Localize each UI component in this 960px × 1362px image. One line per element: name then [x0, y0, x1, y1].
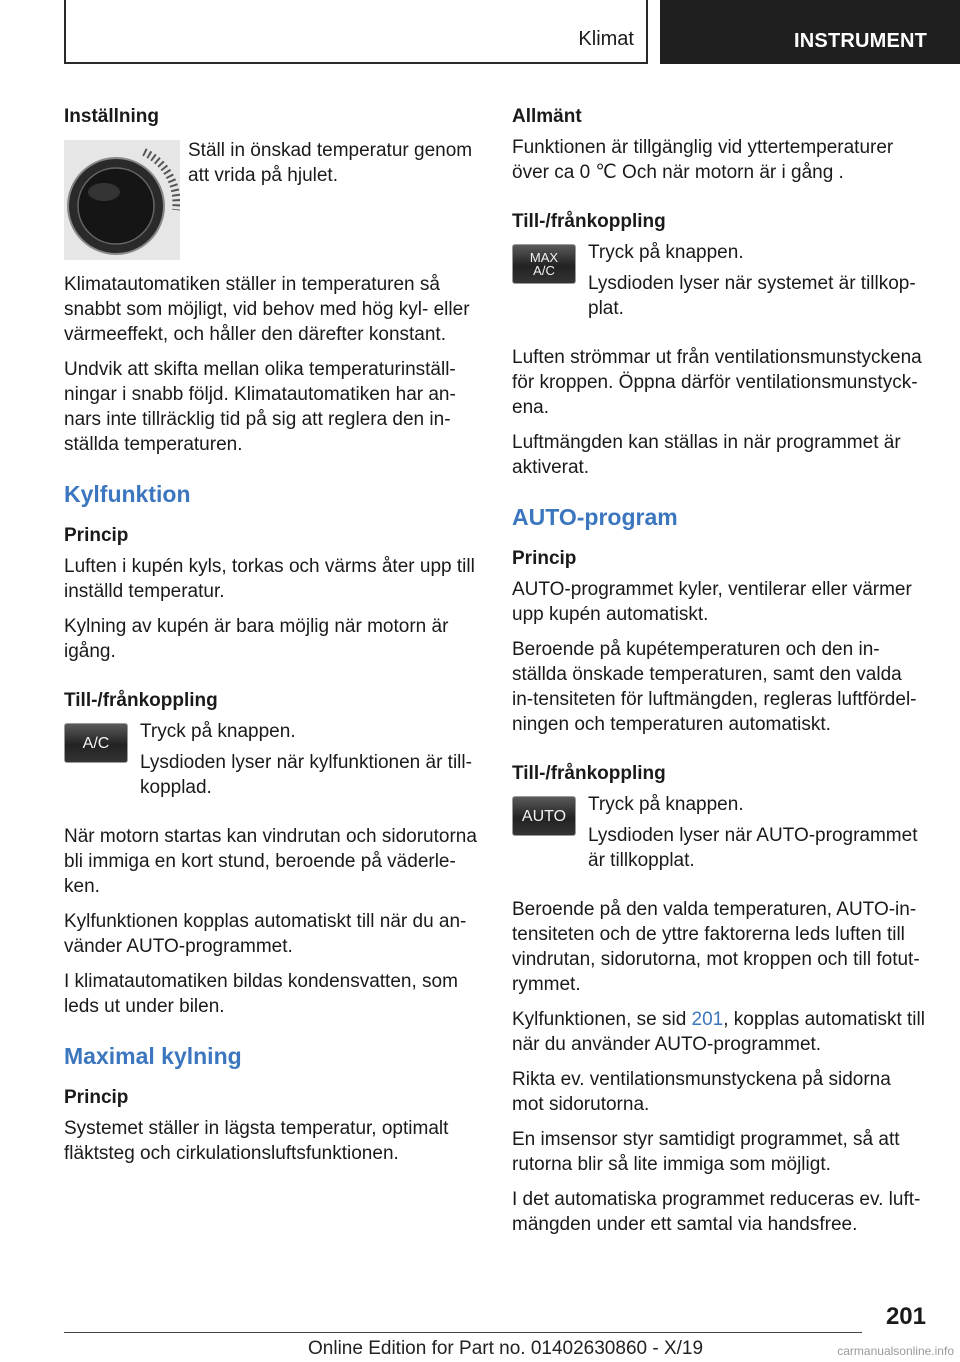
header-section-title: Klimat [578, 28, 634, 50]
heading-till-franskoppling: Till-/frånkoppling [64, 690, 218, 711]
heading-princip: Princip [512, 548, 577, 569]
page-reference-link[interactable]: 201 [691, 1009, 724, 1030]
temperature-wheel-image [64, 140, 180, 260]
paragraph: I det automatiska programmet reduceras ev. luft-mängden under ett samtal via handsfree. [512, 1189, 921, 1235]
paragraph: Beroende på kupétemperaturen och den in-ställda önskade temperaturen, samt den valda in-tensiteten för luftmängden, regleras luftfördel-ningen och temperaturen automatiskt. [512, 639, 917, 735]
paragraph: Kylning av kupén är bara möjlig när motorn är igång. [64, 616, 449, 662]
right-column [512, 104, 926, 1247]
temperature-wheel-icon [64, 140, 180, 260]
paragraph: Undvik att skifta mellan olika temperaturinställ-ningar i snabb följd. Klimatautomatiken har an-nars inte tillräcklig tid på sig att reglera den in-ställda temperaturen. [64, 359, 456, 455]
max-ac-button-icon [512, 244, 576, 284]
left-column [64, 104, 478, 1176]
text-part: Kylfunktionen, se sid [512, 1009, 692, 1030]
heading-kylfunktion: Kylfunktion [64, 481, 191, 507]
instruction-text: Tryck på knappen. [140, 721, 296, 742]
paragraph: Funktionen är tillgänglig vid yttertemperaturer över ca 0 ℃ Och när motorn är i gång . [512, 137, 894, 183]
heading-maximal-kylning: Maximal kylning [64, 1043, 242, 1069]
max-ac-label-bottom: A/C [533, 263, 555, 278]
instruction-text: Tryck på knappen. [588, 794, 744, 815]
paragraph: Luften strömmar ut från ventilationsmunstyckena för kroppen. Öppna därför ventilationsmunstyck-ena. [512, 347, 922, 418]
paragraph: När motorn startas kan vindrutan och sidorutorna bli immiga en kort stund, beroende på väderle-ken. [64, 826, 477, 897]
page-number: 201 [885, 1303, 926, 1330]
max-ac-button-row [512, 240, 926, 321]
paragraph: Luften i kupén kyls, torkas och värms åter upp till inställd temperatur. [64, 556, 475, 602]
heading-till-franskoppling: Till-/frånkoppling [512, 763, 666, 784]
footer-divider [64, 1332, 862, 1333]
paragraph: Luftmängden kan ställas in när programmet är aktiverat. [512, 432, 901, 478]
paragraph: I klimatautomatiken bildas kondensvatten, som leds ut under bilen. [64, 971, 458, 1017]
header-chapter-tab: INSTRUMENT [660, 0, 960, 64]
max-ac-label-top: MAX [529, 250, 559, 265]
led-note-text: Lysdioden lyser när kylfunktionen är till-kopplad. [140, 752, 472, 798]
watermark-text: carmanualsonline.info [837, 1344, 954, 1358]
instruction-text: Tryck på knappen. [588, 242, 744, 263]
paragraph-with-link [512, 1007, 926, 1057]
footer-edition-text: Online Edition for Part no. 01402630860 - X/19 [308, 1338, 704, 1359]
led-note-text: Lysdioden lyser när AUTO-programmet är tillkopplat. [588, 825, 918, 871]
paragraph: Beroende på den valda temperaturen, AUTO-in-tensiteten och de yttre faktorerna leds luften till vindrutan, sidorutorna, mot kroppen och till fotut-rymmet. [512, 899, 920, 995]
heading-auto-program: AUTO-program [512, 504, 678, 530]
paragraph: Systemet ställer in lägsta temperatur, optimalt fläktsteg och cirkulationsluftsfunktionen. [64, 1118, 449, 1164]
paragraph: Rikta ev. ventilationsmunstyckena på sidorna mot sidorutorna. [512, 1069, 891, 1115]
installning-text: Ställ in önskad temperatur genom att vrida på hjulet. [188, 140, 473, 186]
heading-till-franskoppling: Till-/frånkoppling [512, 211, 666, 232]
installning-block [64, 104, 478, 272]
led-note-text: Lysdioden lyser när systemet är tillkop-plat. [588, 273, 916, 319]
header-frame [64, 0, 648, 64]
heading-installning: Inställning [64, 106, 159, 127]
paragraph: Klimatautomatiken ställer in temperaturen så snabbt som möjligt, vid behov med hög kyl- eller värmeeffekt, och håller den därefter konstant. [64, 274, 470, 345]
ac-button-row [64, 719, 478, 800]
auto-button-row [512, 792, 926, 873]
paragraph: Kylfunktionen kopplas automatiskt till när du an-vänder AUTO-programmet. [64, 911, 467, 957]
auto-button-icon: AUTO [512, 796, 576, 836]
heading-princip: Princip [64, 1087, 129, 1108]
text-part: , kopplas automatiskt till när du använder AUTO-programmet. [512, 1009, 925, 1055]
paragraph: En imsensor styr samtidigt programmet, så att rutorna blir så lite immiga som möjligt. [512, 1129, 900, 1175]
heading-allmant: Allmänt [512, 106, 582, 127]
heading-princip: Princip [64, 525, 129, 546]
paragraph: AUTO-programmet kyler, ventilerar eller värmer upp kupén automatiskt. [512, 579, 912, 625]
ac-button-icon: A/C [64, 723, 128, 763]
